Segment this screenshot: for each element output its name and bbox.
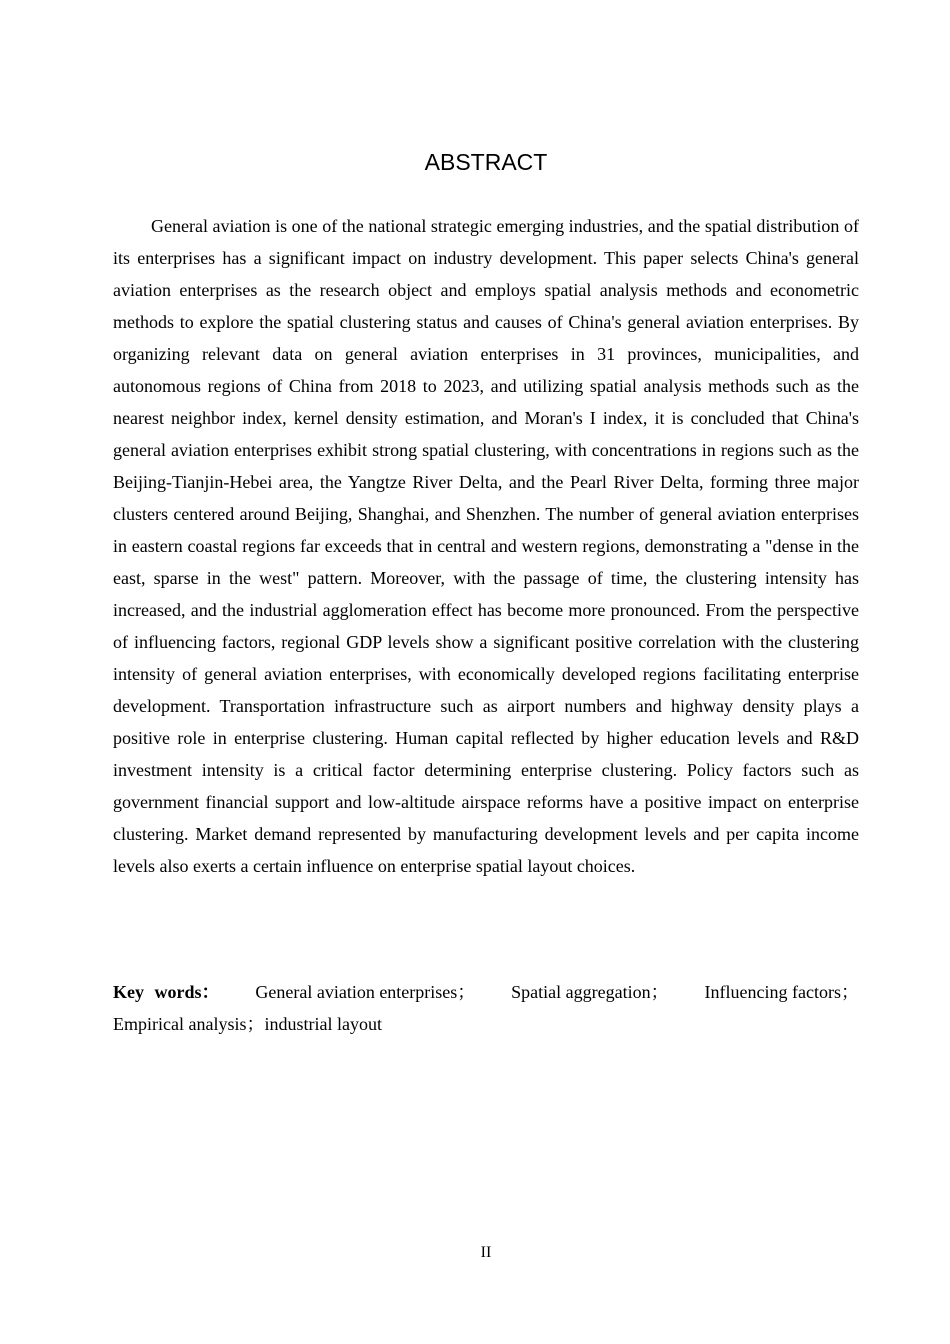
keyword-item: Spatial aggregation； — [511, 982, 669, 1002]
keyword-item: Influencing factors； — [704, 982, 859, 1002]
keyword-item: Empirical analysis；industrial layout — [113, 1014, 382, 1034]
keyword-item: General aviation enterprises； — [255, 982, 476, 1002]
keywords-line-1 — [113, 976, 859, 1008]
abstract-title: ABSTRACT — [424, 149, 548, 175]
keywords-label: Key words： — [113, 982, 220, 1002]
keywords-section — [113, 976, 859, 1040]
page-number: II — [480, 1244, 492, 1261]
abstract-body: General aviation is one of the national strategic emerging industries, and the spatial distribution of its enterprises has a significant impact on industry development. This paper selects China's general aviation enterprises as the research object and employs spatial analysis methods and econometric methods to explore the spatial clustering status and causes of China's general aviation enterprises. By organizing relevant data on general aviation enterprises in 31 provinces, municipalities, and autonomous regions of China from 2018 to 2023, and utilizing spatial analysis methods such as the nearest neighbor index, kernel density estimation, and Moran's I index, it is concluded that China's general aviation enterprises exhibit strong spatial clustering, with concentrations in regions such as the Beijing-Tianjin-Hebei area, the Yangtze River Delta, and the Pearl River Delta, forming three major clusters centered around Beijing, Shanghai, and Shenzhen. The number of general aviation enterprises in eastern coastal regions far exceeds that in central and western regions, demonstrating a "dense in the east, sparse in the west" pattern. Moreover, with the passage of time, the clustering intensity has increased, and the industrial agglomeration effect has become more pronounced. From the perspective of influencing factors, regional GDP levels show a significant positive correlation with the clustering intensity of general aviation enterprises, with economically developed regions facilitating enterprise development. Transportation infrastructure such as airport numbers and highway density plays a positive role in enterprise clustering. Human capital reflected by higher education levels and R&D investment intensity is a critical factor determining enterprise clustering. Policy factors such as government financial support and low-altitude airspace reforms have a positive impact on enterprise clustering. Market demand represented by manufacturing development levels and per capita income levels also exerts a certain influence on enterprise spatial layout choices. — [113, 216, 859, 876]
